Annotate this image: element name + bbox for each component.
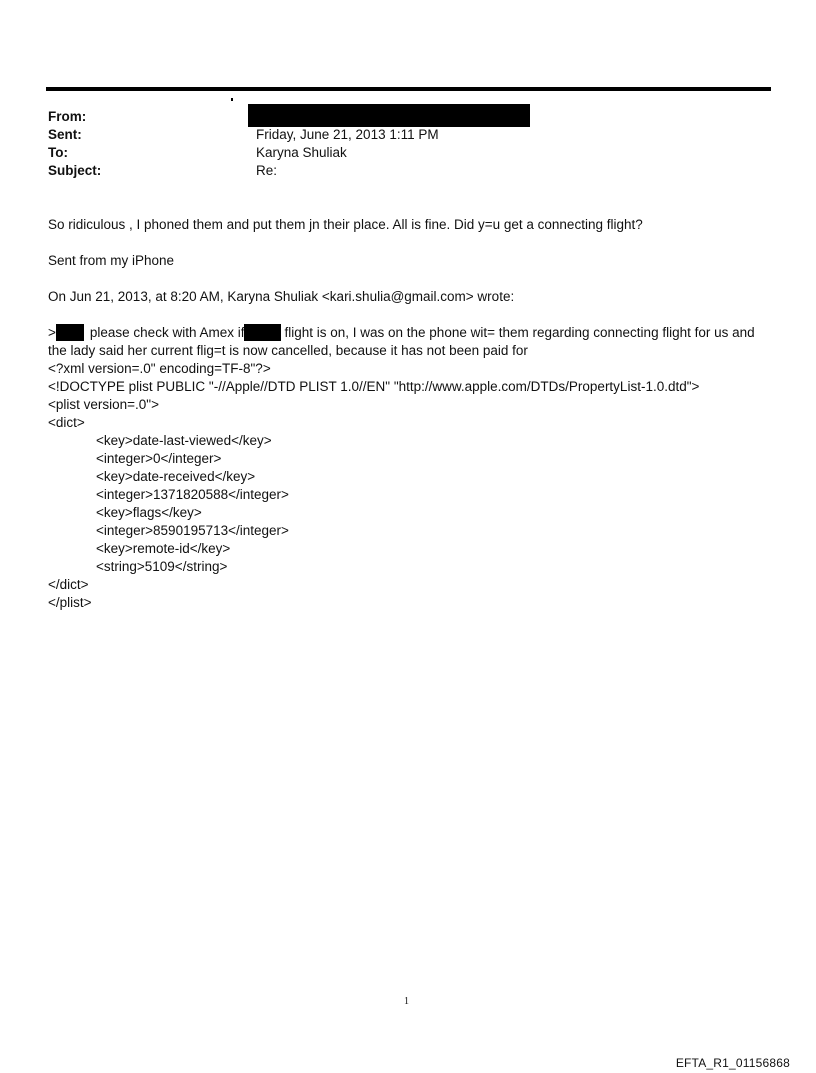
- subject-label: Subject:: [48, 163, 102, 178]
- redaction-name-2: [244, 324, 281, 341]
- stray-mark: [231, 98, 233, 101]
- sent-value: Friday, June 21, 2013 1:11 PM: [256, 127, 439, 142]
- to-value: Karyna Shuliak: [256, 145, 347, 160]
- xml-line: <key>date-received</key>: [96, 469, 256, 484]
- to-label: To:: [48, 145, 68, 160]
- quoted-text-b: flight is on, I was on the phone wit= them regarding connecting flight for us and: [284, 325, 755, 340]
- xml-line: <!DOCTYPE plist PUBLIC "-//Apple//DTD PLIST 1.0//EN" "http://www.apple.com/DTDs/PropertyList-1.0.dtd">: [48, 379, 700, 394]
- xml-line: </plist>: [48, 595, 92, 610]
- quoted-line-2: the lady said her current flig=t is now cancelled, because it has not been paid for: [48, 343, 528, 358]
- xml-line: <key>date-last-viewed</key>: [96, 433, 272, 448]
- header-rule: [46, 87, 771, 91]
- xml-line: <key>flags</key>: [96, 505, 202, 520]
- redaction-name-1: [56, 324, 84, 341]
- from-label: From:: [48, 109, 87, 124]
- xml-line: <integer>1371820588</integer>: [96, 487, 289, 502]
- quote-header: On Jun 21, 2013, at 8:20 AM, Karyna Shuliak <kari.shulia@gmail.com> wrote:: [48, 289, 515, 304]
- xml-line: <integer>8590195713</integer>: [96, 523, 289, 538]
- sent-label: Sent:: [48, 127, 82, 142]
- redaction-from: [248, 104, 530, 127]
- reply-text: So ridiculous , I phoned them and put them jn their place. All is fine. Did y=u get a connecting flight?: [48, 217, 643, 232]
- xml-line: <dict>: [48, 415, 85, 430]
- quote-marker: >: [48, 325, 56, 340]
- xml-line: <string>5109</string>: [96, 559, 228, 574]
- quoted-text-a: please check with Amex if: [89, 325, 245, 340]
- signature-text: Sent from my iPhone: [48, 253, 175, 268]
- xml-line: <?xml version=.0" encoding=TF-8"?>: [48, 361, 271, 376]
- xml-line: <plist version=.0">: [48, 397, 159, 412]
- xml-line: </dict>: [48, 577, 89, 592]
- page-number: 1: [404, 996, 409, 1007]
- bates-number: EFTA_R1_01156868: [675, 1056, 790, 1070]
- xml-line: <integer>0</integer>: [96, 451, 222, 466]
- subject-value: Re:: [256, 163, 278, 178]
- quoted-line-1: [48, 324, 755, 342]
- xml-line: <key>remote-id</key>: [96, 541, 231, 556]
